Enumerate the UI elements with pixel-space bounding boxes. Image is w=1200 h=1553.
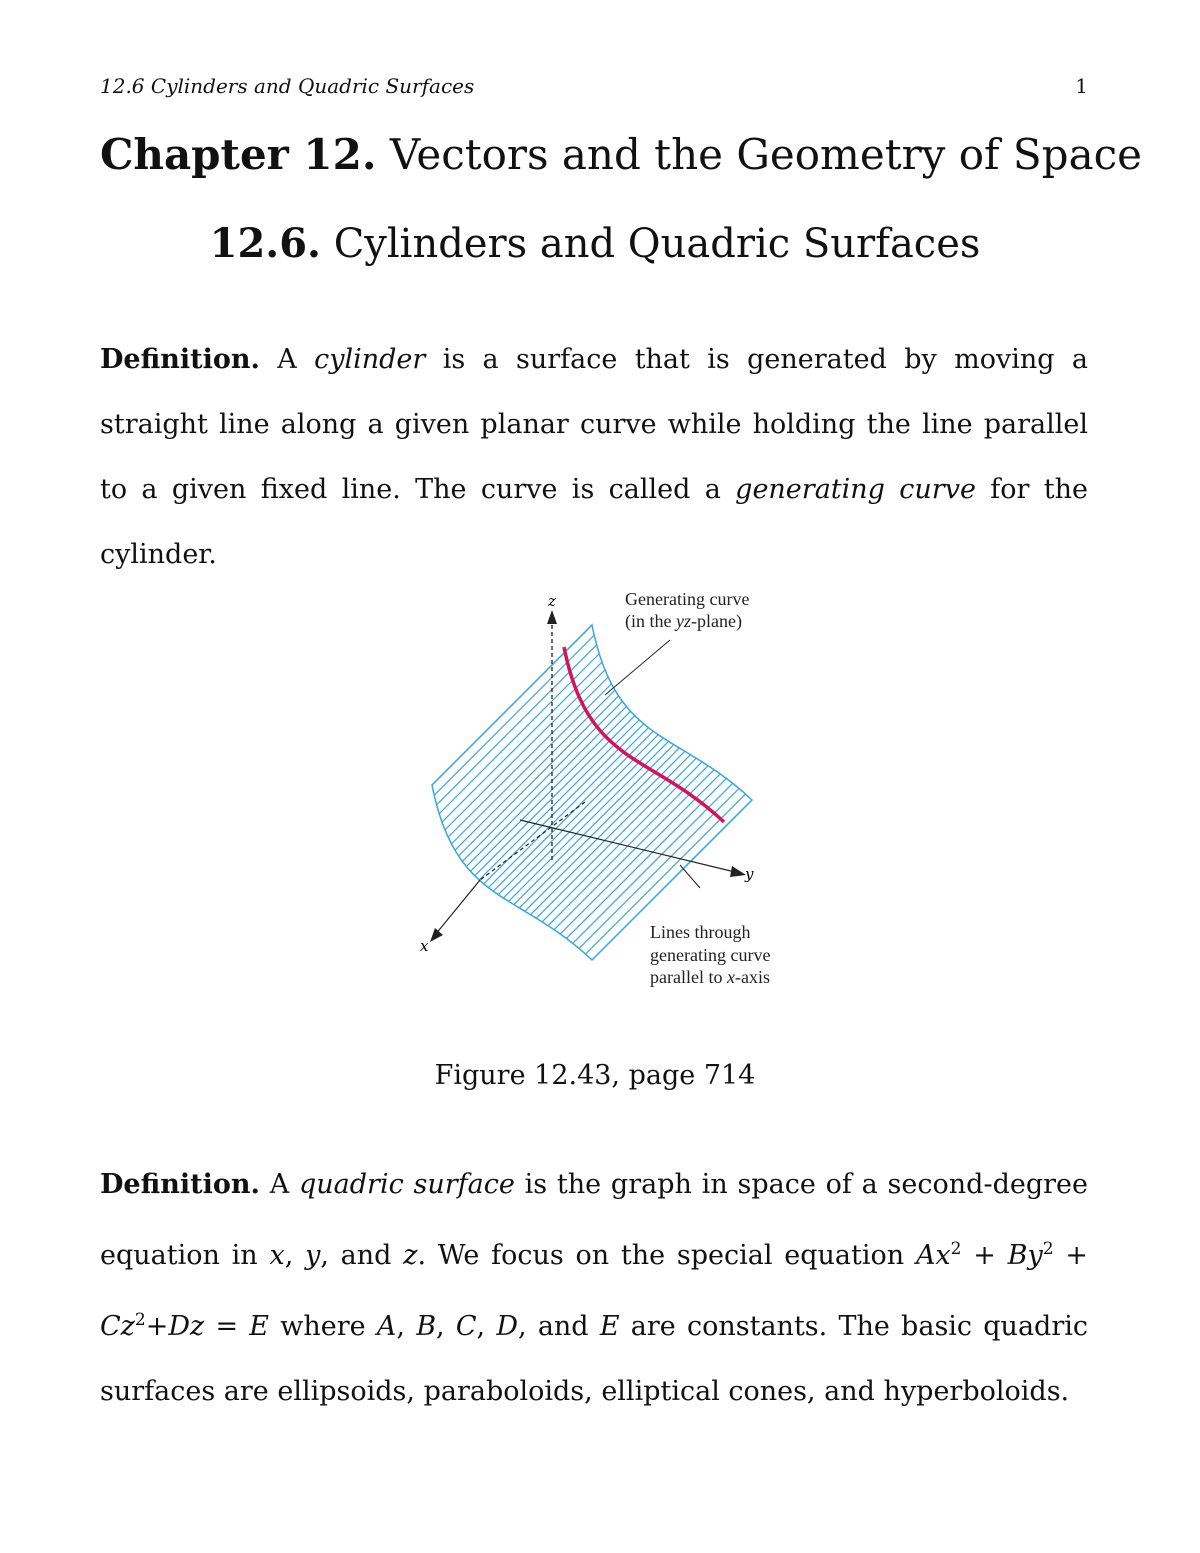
section-title: [0, 220, 1190, 267]
figure-cylinder: [380, 580, 820, 1000]
text-run: . We focus on the special equation: [417, 1240, 905, 1271]
text-run: is a surface that is generated by moving a straight line along a given planar curve while holding the line parallel to a given fixed line. The curve is called a: [100, 344, 1088, 505]
z-arrow: [547, 610, 557, 624]
ruling-line: [445, 670, 605, 830]
math-term: E: [249, 1311, 270, 1342]
text-run: A: [277, 344, 297, 375]
chapter-label: Chapter 12.: [100, 130, 377, 179]
chapter-name: Vectors and the Geometry of Space: [389, 130, 1142, 179]
section-name: Cylinders and Quadric Surfaces: [333, 221, 981, 267]
math-var: B: [416, 1311, 437, 1342]
text-run: ,: [396, 1311, 405, 1342]
leader-lines: [680, 865, 700, 888]
term-quadric-surface: quadric surface: [298, 1169, 515, 1200]
definition-cylinder: [100, 327, 1088, 587]
cylinder-diagram: [380, 580, 820, 1000]
label-part: x: [726, 967, 735, 987]
definition-label: Definition.: [100, 1169, 260, 1200]
math-term: Dz: [168, 1311, 205, 1342]
label-part: (in the: [625, 611, 676, 631]
text-run: where: [280, 1311, 366, 1342]
math-op: +: [961, 1240, 1008, 1271]
math-op: +: [145, 1311, 169, 1342]
y-label: y: [745, 865, 754, 883]
text-run: A: [269, 1169, 290, 1200]
x-arrow: [430, 928, 443, 942]
definition-label: Definition.: [100, 344, 260, 375]
label-lines-parallel: [650, 967, 770, 987]
math-exp: 2: [134, 1310, 146, 1330]
math-var: E: [599, 1311, 620, 1342]
running-title: 12.6 Cylinders and Quadric Surfaces: [100, 74, 475, 98]
math-var: y: [305, 1240, 321, 1271]
math-op: =: [204, 1311, 250, 1342]
section-number: 12.6.: [209, 220, 321, 267]
term-cylinder: cylinder: [314, 344, 426, 375]
text-run: ,: [436, 1311, 445, 1342]
page-number: 1: [1075, 74, 1088, 98]
label-part: parallel to: [650, 967, 727, 987]
text-run: for the cylinder.: [100, 474, 1088, 570]
math-var: x: [269, 1240, 285, 1271]
label-yz-plane: [625, 611, 742, 632]
ruling-line: [439, 654, 599, 814]
text-run: ,: [476, 1311, 486, 1342]
math-var: C: [455, 1311, 477, 1342]
math-var: A: [376, 1311, 397, 1342]
math-exp: 2: [1042, 1239, 1054, 1259]
text-run: , and: [518, 1311, 589, 1342]
math-var: z: [403, 1240, 418, 1271]
label-lines-through: Lines through: [650, 922, 751, 942]
y-arrow: [730, 866, 746, 877]
label-part: yz: [676, 611, 691, 631]
math-term: By: [1007, 1240, 1043, 1271]
z-label: z: [548, 592, 556, 610]
definition-quadric: [100, 1152, 1088, 1424]
label-part: -plane): [691, 611, 742, 631]
math-op: +: [1053, 1240, 1088, 1271]
x-axis: [435, 880, 480, 935]
surface-hatch: [432, 625, 752, 960]
text-run: is the graph in space of a second-degree equation in: [100, 1169, 1088, 1271]
running-head: [100, 74, 1088, 98]
math-var: D: [496, 1311, 519, 1342]
text-run: ,: [284, 1240, 294, 1271]
chapter-title: [100, 130, 1142, 179]
label-generating-curve: Generating curve: [625, 589, 750, 609]
text-run: are constants. The basic quadric surfaces are ellipsoids, paraboloids, elliptical cones, and hyperboloids.: [100, 1311, 1088, 1407]
ruling-line: [437, 645, 597, 805]
term-generating-curve: generating curve: [735, 474, 976, 505]
x-label: x: [420, 937, 429, 955]
math-exp: 2: [950, 1239, 962, 1259]
math-term: Ax: [915, 1240, 951, 1271]
ruling-line: [455, 690, 615, 850]
label-part: -axis: [734, 967, 770, 987]
leader-curve: [605, 640, 670, 695]
text-run: , and: [320, 1240, 392, 1271]
label-lines-generating: generating curve: [650, 945, 771, 965]
figure-caption: Figure 12.43, page 714: [434, 1060, 756, 1091]
math-term: Cz: [100, 1311, 135, 1342]
